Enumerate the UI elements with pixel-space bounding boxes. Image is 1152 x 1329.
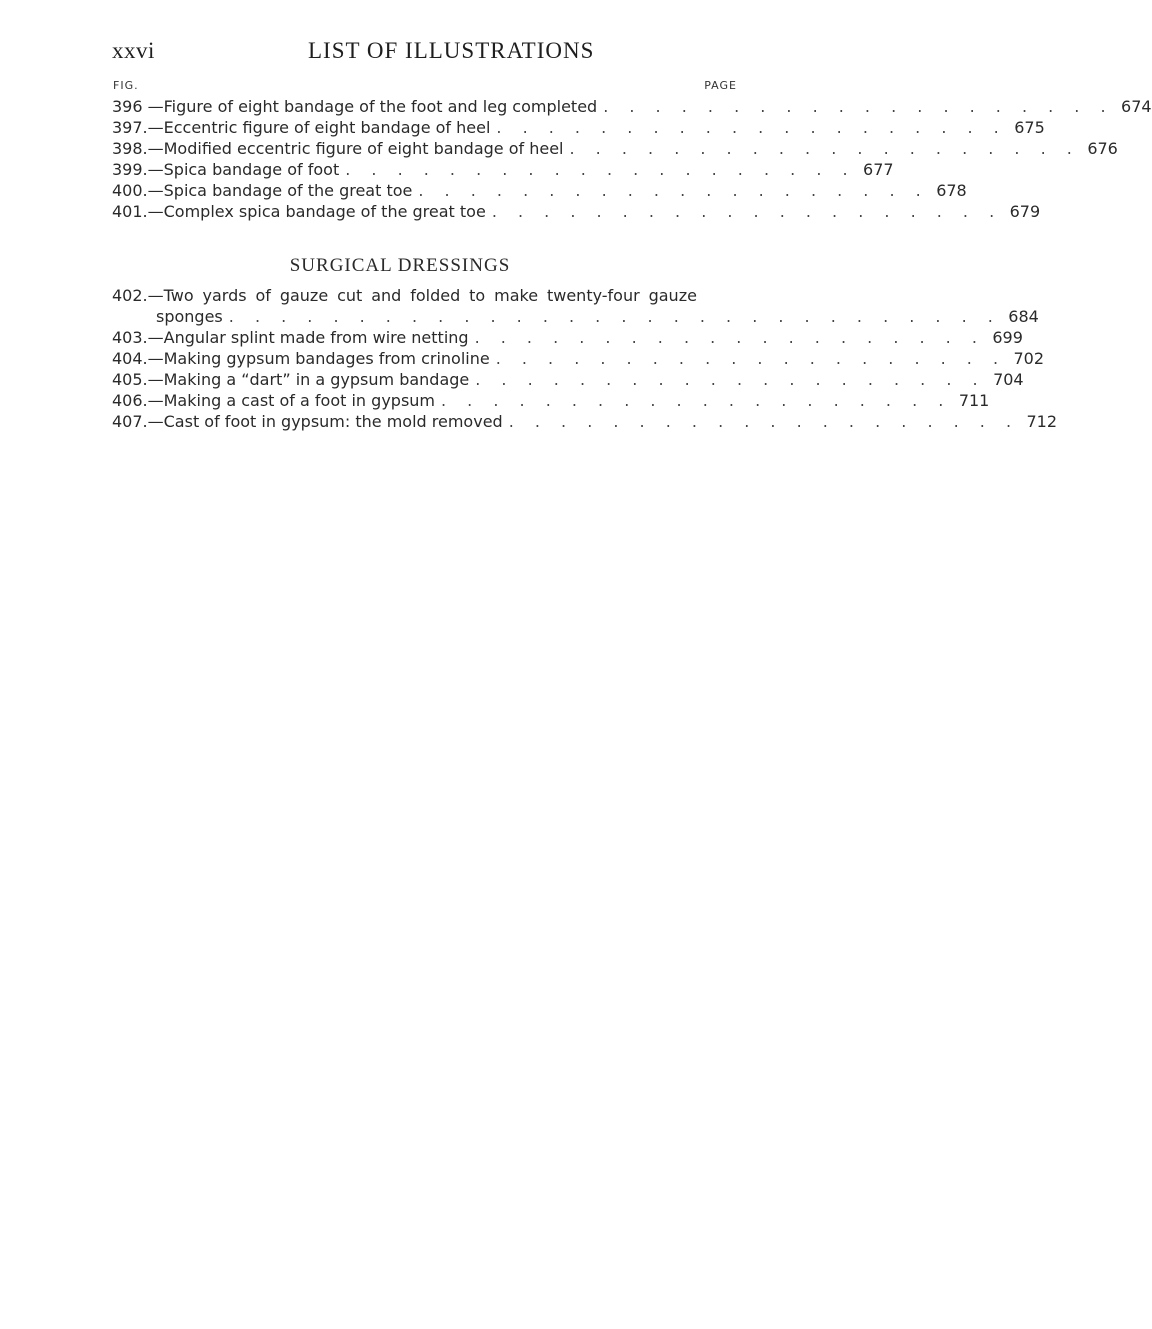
dot-leader: . . . . . . . . . . . . . . . . . . . .: [508, 412, 1020, 431]
page-column-label: PAGE: [704, 79, 737, 92]
caption-word: folded: [410, 286, 461, 305]
entry-caption: 400.—Spica bandage of the great toe: [112, 181, 413, 200]
caption-word: make: [494, 286, 539, 305]
dot-leader: . . . . . . . . . . . . . . . . . . . .: [603, 97, 1114, 116]
dot-leader: . . . . . . . . . . . . . . . . . . . .: [345, 160, 856, 179]
fig-column-label: FIG.: [113, 79, 139, 92]
entry-caption: 398.—Modified eccentric figure of eight bandage of heel: [112, 139, 564, 158]
dot-leader: . . . . . . . . . . . . . . . . . . . .: [495, 349, 1007, 368]
entry-page-number: 704: [993, 370, 1024, 389]
entry-page-number: 702: [1013, 349, 1045, 368]
entry-page-number: 678: [936, 181, 967, 200]
entry-caption: 407.—Cast of foot in gypsum: the mold removed: [112, 412, 503, 431]
dot-leader: . . . . . . . . . . . . . . . . . . . .: [496, 118, 1007, 137]
page-folio: xxvi: [112, 38, 155, 63]
dot-leader: . . . . . . . . . . . . . . . . . . . .: [569, 139, 1080, 158]
entry-caption-line2: [112, 306, 1039, 327]
entry-page-number: 676: [1087, 139, 1118, 158]
entry-page-number: 675: [1014, 118, 1045, 137]
list-item: [112, 117, 1045, 138]
caption-word: yards: [202, 286, 247, 305]
entry-caption: 406.—Making a cast of a foot in gypsum: [112, 391, 435, 410]
list-item: [112, 348, 1045, 369]
dot-leader: . . . . . . . . . . . . . . . . . . . . . . . . . . . . . .: [228, 307, 1001, 326]
list-item: [112, 159, 894, 180]
dot-leader: . . . . . . . . . . . . . . . . . . . .: [475, 370, 986, 389]
entry-caption: 403.—Angular splint made from wire netting: [112, 328, 469, 347]
running-head: [96, 38, 708, 68]
caption-word: of: [255, 286, 271, 305]
entry-caption: 397.—Eccentric figure of eight bandage of heel: [112, 118, 491, 137]
section-heading: SURGICAL DRESSINGS: [289, 255, 511, 276]
line-end-spacer: [706, 285, 738, 306]
entry-page-number: 684: [1008, 307, 1039, 326]
caption-word: gauze: [279, 286, 329, 305]
list-item: [112, 369, 1024, 390]
entry-caption: 399.—Spica bandage of foot: [112, 160, 340, 179]
dot-leader: . . . . . . . . . . . . . . . . . . . .: [418, 181, 929, 200]
entry-page-number: 699: [992, 328, 1023, 347]
entry-caption-continued: sponges: [156, 307, 223, 326]
entry-caption: 404.—Making gypsum bandages from crinoline: [112, 349, 490, 368]
entry-caption: 396 —Figure of eight bandage of the foot and leg completed: [112, 97, 598, 116]
caption-word: and: [371, 286, 402, 305]
caption-word: twenty-four: [546, 286, 640, 305]
list-item: [112, 285, 1039, 327]
list-item: [112, 138, 1118, 159]
list-item: [112, 201, 1041, 222]
list-item: [112, 390, 990, 411]
list-item: [112, 96, 1152, 117]
page-title: LIST OF ILLUSTRATIONS: [308, 38, 595, 63]
caption-word: gauze: [648, 286, 697, 305]
entry-page-number: 712: [1026, 412, 1058, 431]
caption-word: cut: [337, 286, 363, 305]
list-item: [112, 180, 967, 201]
illustration-list: [112, 96, 1152, 222]
entry-page-number: 679: [1009, 202, 1041, 221]
caption-word: 402.—Two: [112, 286, 194, 305]
entry-caption: 401.—Complex spica bandage of the great toe: [112, 202, 486, 221]
list-item: [112, 411, 1058, 432]
entry-page-number: 711: [958, 391, 990, 410]
entry-caption: 405.—Making a “dart” in a gypsum bandage: [112, 370, 470, 389]
entry-caption-line1: [112, 285, 738, 306]
entry-page-number: 674: [1121, 97, 1152, 116]
list-item: [112, 327, 1023, 348]
dot-leader: . . . . . . . . . . . . . . . . . . . .: [491, 202, 1003, 221]
dot-leader: . . . . . . . . . . . . . . . . . . . .: [474, 328, 985, 347]
entry-page-number: 677: [863, 160, 894, 179]
surgical-dressings-list: [112, 285, 1058, 432]
caption-word: to: [469, 286, 486, 305]
dot-leader: . . . . . . . . . . . . . . . . . . . .: [441, 391, 952, 410]
